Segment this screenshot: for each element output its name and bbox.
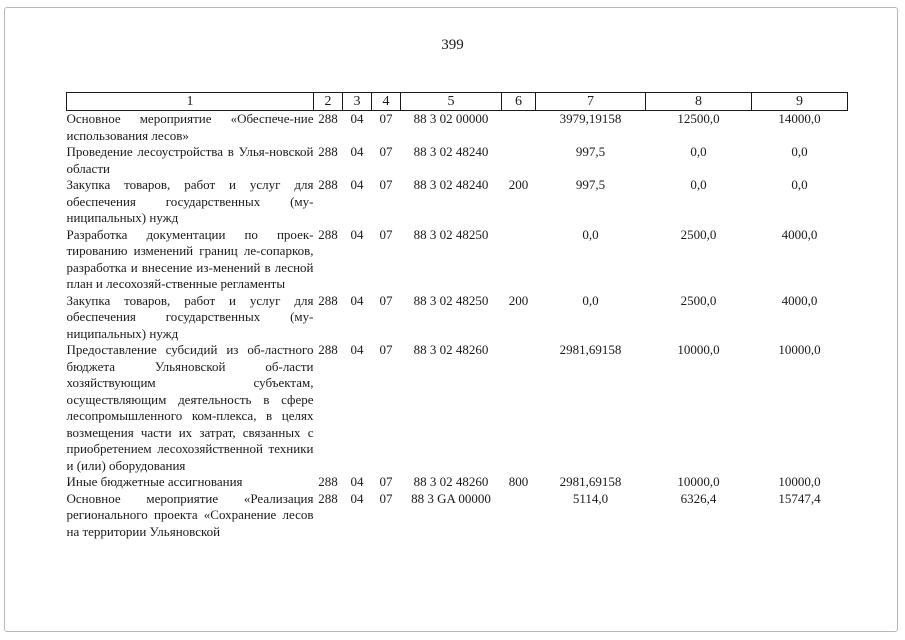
cell-amount-col9: 14000,0 <box>778 111 821 126</box>
cell-subsection: 07 <box>379 144 393 159</box>
cell-target-article: 88 3 02 48240 <box>413 144 489 159</box>
header-col-3: 3 <box>343 93 372 111</box>
row-name: Закупка товаров, работ и услуг для обеспечения государственных (му-ниципальных) нужд <box>66 292 314 341</box>
cell-expense-type: 200 <box>508 292 529 308</box>
header-row <box>67 93 848 111</box>
cell-admin-code: 288 <box>318 111 338 126</box>
header-col-2: 2 <box>314 93 343 111</box>
cell-amount-col9: 15747,4 <box>778 490 821 506</box>
cell-amount-col9: 4000,0 <box>781 292 818 308</box>
cell-amount-col7: 0,0 <box>582 226 599 242</box>
cell-section: 04 <box>350 490 364 506</box>
header-col-5: 5 <box>401 93 502 111</box>
cell-admin-code: 288 <box>318 292 338 308</box>
header-col-9: 9 <box>752 93 848 111</box>
cell-section: 04 <box>350 144 364 159</box>
cell-subsection: 07 <box>379 292 393 308</box>
cell-admin-code: 288 <box>318 342 338 357</box>
cell-section: 04 <box>350 474 364 489</box>
cell-target-article: 88 3 02 48260 <box>413 474 489 489</box>
cell-amount-col8: 6326,4 <box>680 490 717 506</box>
cell-subsection: 07 <box>379 490 393 506</box>
cell-expense-type <box>502 111 536 145</box>
header-col-1: 1 <box>67 93 314 111</box>
row-name: Закупка товаров, работ и услуг для обеспечения государственных (му-ниципальных) нужд <box>66 177 314 225</box>
cell-amount-col7: 997,5 <box>575 177 606 192</box>
cell-target-article: 88 3 02 48250 <box>413 292 489 308</box>
cell-amount-col8: 0,0 <box>690 144 707 159</box>
table-row <box>67 144 848 177</box>
row-name: Основное мероприятие «Обеспече-ние использования лесов» <box>66 111 314 143</box>
cell-amount-col8: 2500,0 <box>680 292 717 308</box>
row-name: Разработка документации по проек-тированию изменений границ ле-сопарков, разработка и внесение из-менений в лесной план и лесохозяй-ственные регламенты <box>66 226 314 291</box>
cell-admin-code: 288 <box>318 144 338 159</box>
cell-amount-col7: 2981,69158 <box>559 342 622 357</box>
cell-amount-col8: 12500,0 <box>677 111 720 126</box>
table-row <box>67 491 848 541</box>
cell-amount-col8: 10000,0 <box>677 474 720 489</box>
cell-amount-col9: 10000,0 <box>778 342 821 357</box>
cell-expense-type <box>502 227 536 293</box>
cell-subsection: 07 <box>379 177 393 192</box>
cell-expense-type: 200 <box>508 177 529 192</box>
budget-table <box>66 92 848 540</box>
cell-subsection: 07 <box>379 342 393 357</box>
cell-amount-col8: 2500,0 <box>680 226 717 242</box>
row-name: Проведение лесоустройства в Улья-новской области <box>66 144 314 176</box>
table-row <box>67 227 848 293</box>
cell-section: 04 <box>350 177 364 192</box>
cell-subsection: 07 <box>379 474 393 489</box>
header-col-7: 7 <box>536 93 646 111</box>
table-row <box>67 342 848 474</box>
cell-amount-col8: 10000,0 <box>677 342 720 357</box>
cell-amount-col7: 3979,19158 <box>559 111 622 126</box>
cell-amount-col9: 0,0 <box>791 177 808 192</box>
cell-target-article: 88 3 02 00000 <box>413 111 489 126</box>
table-row <box>67 474 848 491</box>
cell-target-article: 88 3 02 48260 <box>413 342 489 357</box>
cell-amount-col9: 0,0 <box>791 144 808 159</box>
table-row <box>67 177 848 227</box>
cell-expense-type <box>502 342 536 474</box>
header-col-4: 4 <box>372 93 401 111</box>
cell-amount-col7: 5114,0 <box>572 490 609 506</box>
cell-expense-type <box>502 491 536 541</box>
cell-target-article: 88 3 GA 00000 <box>411 490 491 506</box>
cell-admin-code: 288 <box>318 474 338 489</box>
cell-section: 04 <box>350 226 364 242</box>
table-row <box>67 111 848 145</box>
row-name: Иные бюджетные ассигнования <box>66 474 243 489</box>
cell-subsection: 07 <box>379 226 393 242</box>
cell-amount-col7: 2981,69158 <box>559 474 622 489</box>
cell-expense-type <box>502 144 536 177</box>
cell-amount-col9: 4000,0 <box>781 226 818 242</box>
cell-amount-col8: 0,0 <box>690 177 707 192</box>
cell-section: 04 <box>350 111 364 126</box>
cell-subsection: 07 <box>379 111 393 126</box>
cell-amount-col7: 997,5 <box>575 144 606 159</box>
cell-section: 04 <box>350 292 364 308</box>
cell-target-article: 88 3 02 48240 <box>413 177 489 192</box>
cell-admin-code: 288 <box>318 177 338 192</box>
cell-expense-type: 800 <box>508 474 529 489</box>
cell-amount-col7: 0,0 <box>582 292 599 308</box>
header-col-8: 8 <box>646 93 752 111</box>
row-name: Предоставление субсидий из об-ластного бюджета Ульяновской об-ласти хозяйствующим субъектам, осуществляющим деятельность в сфере лесопромышленного ком-плекса, в целях возмещения части их затрат, связанных с приобретением лесохозяйственной техники и (или) оборудования <box>66 342 314 473</box>
page-number: 399 <box>441 37 464 53</box>
cell-section: 04 <box>350 342 364 357</box>
cell-amount-col9: 10000,0 <box>778 474 821 489</box>
table-row <box>67 293 848 343</box>
cell-target-article: 88 3 02 48250 <box>413 226 489 242</box>
header-col-6: 6 <box>502 93 536 111</box>
cell-admin-code: 288 <box>318 490 338 506</box>
cell-admin-code: 288 <box>318 226 338 242</box>
row-name: Основное мероприятие «Реализация регионального проекта «Сохранение лесов на территории Ульяновской <box>66 490 314 539</box>
